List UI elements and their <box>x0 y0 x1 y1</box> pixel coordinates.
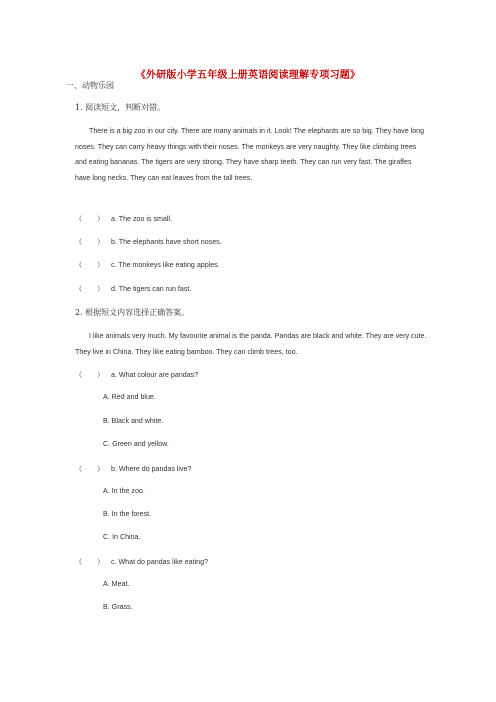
section-heading: 一、动物乐园 <box>66 81 114 90</box>
answer-paren-right: ） <box>97 558 105 566</box>
answer-paren-right: ） <box>97 238 105 246</box>
q2-heading: 2. 根据短文内容选择正确答案。 <box>75 308 190 317</box>
answer-option: A. In the zoo. <box>103 487 145 495</box>
q1-item-text: b. The elephants have short noses. <box>111 238 222 246</box>
q1-item-text: d. The tigers can run fast. <box>111 285 192 293</box>
answer-paren-left: （ <box>75 371 83 379</box>
answer-paren-right: ） <box>97 261 105 269</box>
answer-option: B. In the forest. <box>103 510 152 518</box>
answer-option: C. Green and yellow. <box>103 440 169 448</box>
answer-option: C. In China. <box>103 533 141 541</box>
q1-item <box>75 260 220 270</box>
q1-item <box>75 214 172 224</box>
q1-passage: There is a big zoo in our city. There are many animals in it. Look! The elephants are so big. They have long noses. They can carry heavy things with their noses. The monkeys are very naughty. They like climbing trees and eating bananas. The tigers are very strong. They have sharp teeth. They can run very fast. The giraffes have long necks. They can eat leaves from the tall trees. <box>75 127 425 182</box>
answer-paren-right: ） <box>97 285 105 293</box>
answer-paren-right: ） <box>97 215 105 223</box>
answer-option: A. Meat. <box>103 580 130 588</box>
answer-paren-left: （ <box>75 215 83 223</box>
answer-paren-left: （ <box>75 465 83 473</box>
answer-paren-right: ） <box>97 371 105 379</box>
answer-paren-right: ） <box>97 465 105 473</box>
q2-question-text: c. What do pandas like eating? <box>111 558 209 566</box>
answer-option: A. Red and blue. <box>103 393 156 401</box>
answer-paren-left: （ <box>75 261 83 269</box>
q1-heading: 1. 阅读短文，判断对错。 <box>75 103 166 112</box>
q1-item <box>75 237 222 247</box>
q1-item <box>75 284 191 294</box>
q2-question-text: a. What colour are pandas? <box>111 371 199 379</box>
q1-item-text: a. The zoo is small. <box>111 215 172 223</box>
q2-question <box>75 557 208 567</box>
answer-option: B. Grass. <box>103 603 133 611</box>
document-title: 《外研版小学五年级上册英语阅读理解专项习题》 <box>135 70 361 81</box>
answer-paren-left: （ <box>75 558 83 566</box>
q1-item-text: c. The monkeys like eating apples. <box>111 261 220 269</box>
answer-paren-left: （ <box>75 285 83 293</box>
q2-passage: I like animals very much. My favourite animal is the panda. Pandas are black and white. They are very cute. They live in China. They like eating bamboo. They can climb trees, too. <box>75 332 427 356</box>
q2-question-text: b. Where do pandas live? <box>111 465 192 473</box>
q2-question <box>75 464 191 474</box>
q2-question <box>75 370 198 380</box>
answer-paren-left: （ <box>75 238 83 246</box>
answer-option: B. Black and white. <box>103 417 164 425</box>
